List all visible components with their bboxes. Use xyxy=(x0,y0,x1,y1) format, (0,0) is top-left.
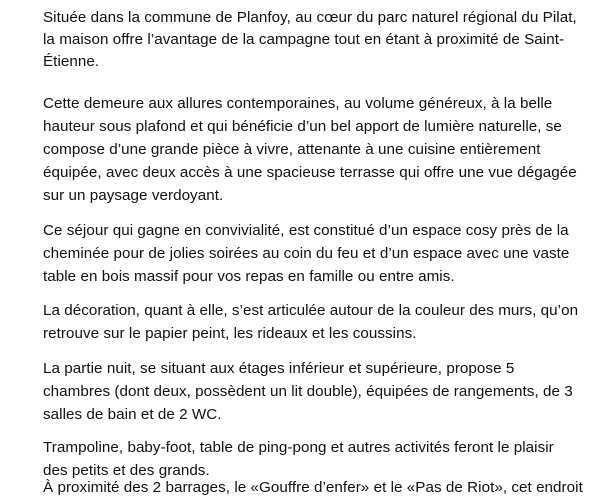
text-line: sur un paysage verdoyant. xyxy=(43,187,224,204)
text-line: Cette demeure aux allures contemporaines, au volume généreux, à la belle xyxy=(43,95,553,112)
text-line: Située dans la commune de Planfoy, au cœur du parc naturel régional du Pilat, xyxy=(43,9,577,26)
text-line: salles de bain et de 2 WC. xyxy=(43,406,222,423)
text-line: hauteur sous plafond et qui bénéficie d’un bel apport de lumière naturelle, se xyxy=(43,118,562,135)
text-line: La partie nuit, se situant aux étages inférieur et supérieure, propose 5 xyxy=(43,360,515,377)
text-line: À proximité des 2 barrages, le «Gouffre d’enfer» et le «Pas de Riot», cet endroit xyxy=(43,479,583,496)
text-line: chambres (dont deux, possèdent un lit double), équipées de rangements, de 3 xyxy=(43,383,573,400)
text-line: cheminée pour de jolies soirées au coin du feu et d’un espace avec une vaste xyxy=(43,245,570,262)
text-line: table en bois massif pour vos repas en famille ou entre amis. xyxy=(43,268,455,285)
text-line: compose d’une grande pièce à vivre, attenante à une cuisine entièrement xyxy=(43,141,541,158)
text-line: La décoration, quant à elle, s’est articulée autour de la couleur des murs, qu’on xyxy=(43,302,579,319)
text-line: Étienne. xyxy=(43,53,100,70)
text-line: équipée, avec deux accès à une spacieuse terrasse qui offre une vue dégagée xyxy=(43,164,577,181)
text-line: Trampoline, baby-foot, table de ping-pong et autres activités feront le plaisir xyxy=(43,439,554,456)
text-line: la maison offre l’avantage de la campagne tout en étant à proximité de Saint- xyxy=(43,31,565,48)
text-line: retrouve sur le papier peint, les rideaux et les coussins. xyxy=(43,325,417,342)
text-line: Ce séjour qui gagne en convivialité, est constitué d’un espace cosy près de la xyxy=(43,222,569,239)
text-line: des petits et des grands. xyxy=(43,462,210,479)
